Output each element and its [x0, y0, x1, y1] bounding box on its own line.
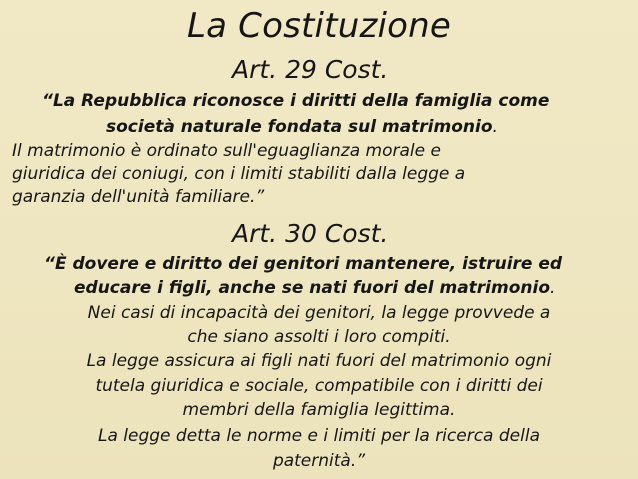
art30-text-line-3: La legge assicura ai figli nati fuori del matrimonio ogni — [86, 351, 552, 371]
art30-text-line-6: La legge detta le norme e i limiti per la ricerca della — [98, 426, 540, 446]
slide-title: La Costituzione — [186, 6, 452, 46]
art30-heading: Art. 30 Cost. — [232, 219, 389, 248]
art30-bold-text-1: È dovere e diritto dei genitori mantenere, istruire ed — [54, 254, 563, 274]
art29-text-line-2: giuridica dei coniugi, con i limiti stabiliti dalla legge a — [12, 164, 466, 184]
art29-bold-line-1 — [42, 90, 549, 112]
art29-text-line-1: Il matrimonio è ordinato sull'eguaglianza morale e — [12, 141, 441, 161]
art30-bold-text-2: educare i figli, anche se nati fuori del matrimonio — [74, 278, 550, 298]
art30-text-line-1: Nei casi di incapacità dei genitori, la legge provvede a — [87, 303, 551, 323]
art29-bold-text-1: La Repubblica riconosce i diritti della famiglia come — [52, 91, 550, 111]
art30-bold-line-2 — [74, 277, 555, 299]
art30-text-line-5: membri della famiglia legittima. — [182, 400, 456, 420]
art30-text-line-4: tutela giuridica e sociale, compatibile con i diritti dei — [95, 376, 543, 396]
art30-text-line-7: paternità.” — [272, 451, 366, 471]
art29-open-quote: “ — [42, 91, 53, 111]
art30-period: . — [550, 278, 556, 298]
art29-period: . — [492, 117, 498, 137]
art29-bold-text-2: società naturale fondata sul matrimonio — [106, 117, 493, 137]
art29-heading: Art. 29 Cost. — [232, 55, 389, 84]
art30-open-quote: “ — [44, 254, 55, 274]
art29-bold-line-2 — [106, 116, 498, 138]
art30-bold-line-1 — [44, 253, 562, 275]
art30-text-line-2: che siano assolti i loro compiti. — [187, 327, 451, 347]
art29-text-line-3: garanzia dell'unità familiare.” — [12, 187, 265, 207]
